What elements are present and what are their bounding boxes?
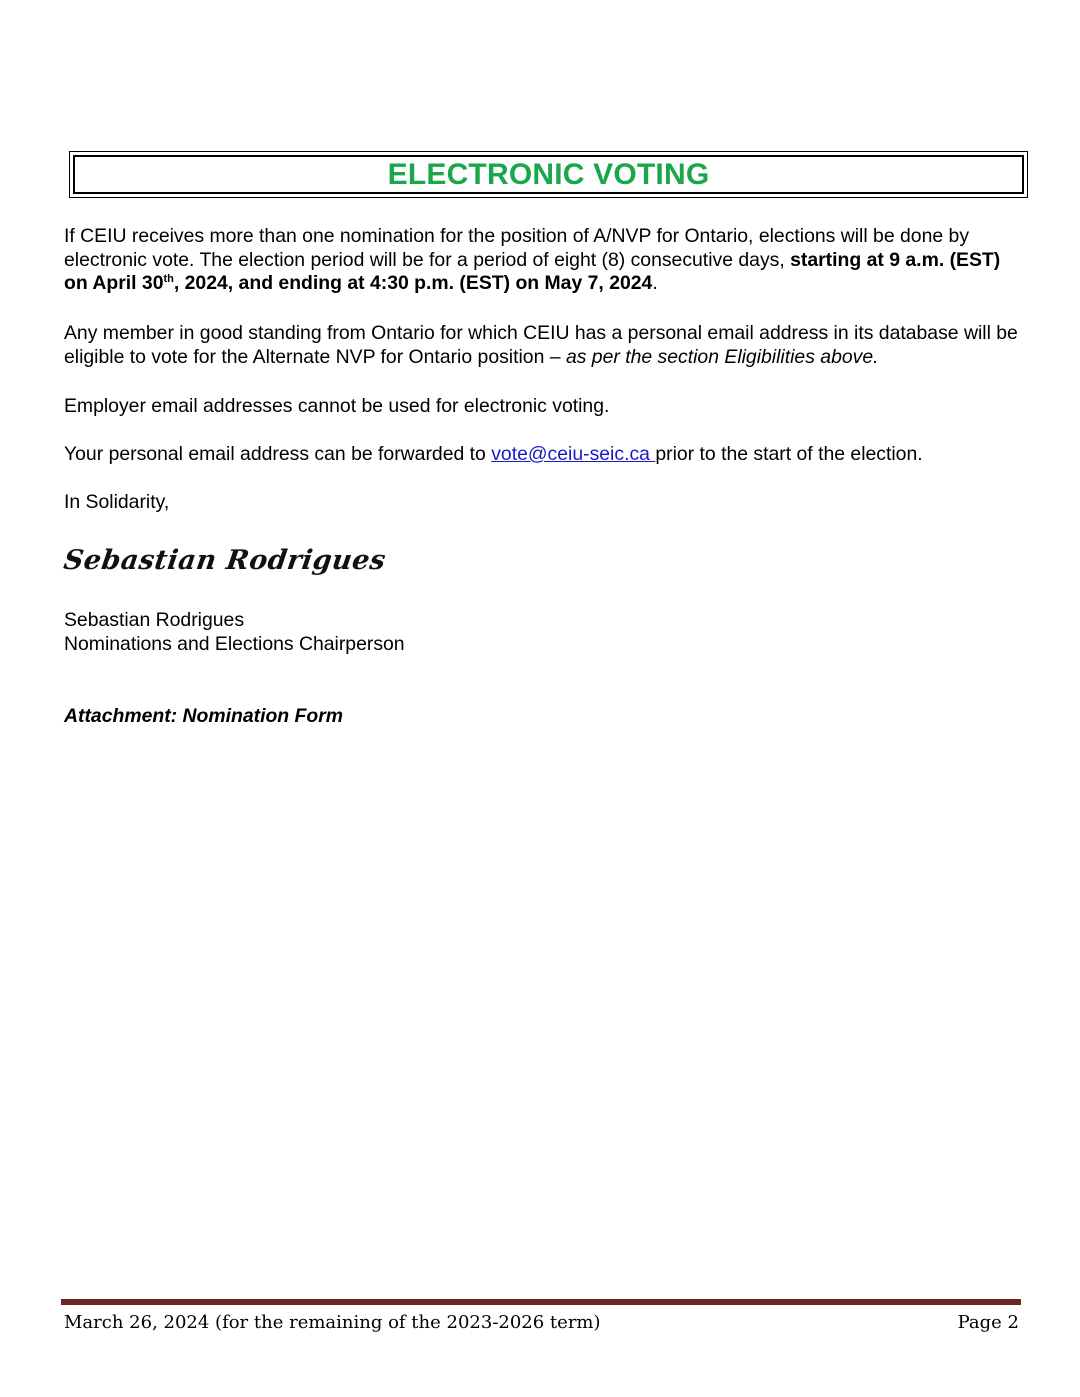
page-number: Page 2: [957, 1312, 1019, 1333]
signer-block: [64, 609, 1024, 656]
footer-rule: [61, 1299, 1021, 1305]
paragraph-end: .: [652, 272, 658, 294]
paragraph-text: Any member in good standing from Ontario for which CEIU has a personal email address in its database will be eligible to vote for the Alternate NVP for Ontario position –: [64, 322, 1018, 368]
paragraph-text: Employer email addresses cannot be used for electronic voting.: [64, 395, 610, 417]
vote-email-link[interactable]: vote@ceiu-seic.ca: [491, 443, 656, 465]
heading-box: [69, 151, 1028, 198]
election-start: starting at 9 a.m. (EST) on April 30: [64, 248, 1001, 294]
eligibility-note: as per the section Eligibilities above.: [565, 345, 879, 368]
paragraph-text: Your personal email address can be forwarded to: [64, 443, 492, 465]
election-end: , 2024, and ending at 4:30 p.m. (EST) on May 7, 2024: [173, 272, 653, 294]
footer-date: March 26, 2024 (for the remaining of the 2023-2026 term): [64, 1312, 601, 1333]
paragraph-text: prior to the start of the election.: [655, 443, 923, 465]
paragraph-employer-email: [64, 395, 1024, 419]
signer-title: Nominations and Elections Chairperson: [64, 632, 405, 655]
paragraph-text: If CEIU receives more than one nomination for the position of A/NVP for Ontario, elections will be done by electronic vote. The election period will be for a period of eight (8) consecutive days,: [64, 225, 970, 271]
page-title: ELECTRONIC VOTING: [387, 158, 710, 191]
attachment-note: Attachment: Nomination Form: [64, 705, 344, 727]
paragraph-eligibility: [64, 322, 1024, 369]
handwritten-signature: Sebastian Rodrigues: [61, 545, 388, 576]
heading-inner-border: [73, 155, 1024, 194]
paragraph-personal-email: [64, 443, 1024, 467]
ordinal-suffix: th: [163, 273, 174, 285]
paragraph-election-period: [64, 225, 1024, 296]
signer-name: Sebastian Rodrigues: [64, 609, 245, 631]
closing: In Solidarity,: [64, 491, 170, 513]
